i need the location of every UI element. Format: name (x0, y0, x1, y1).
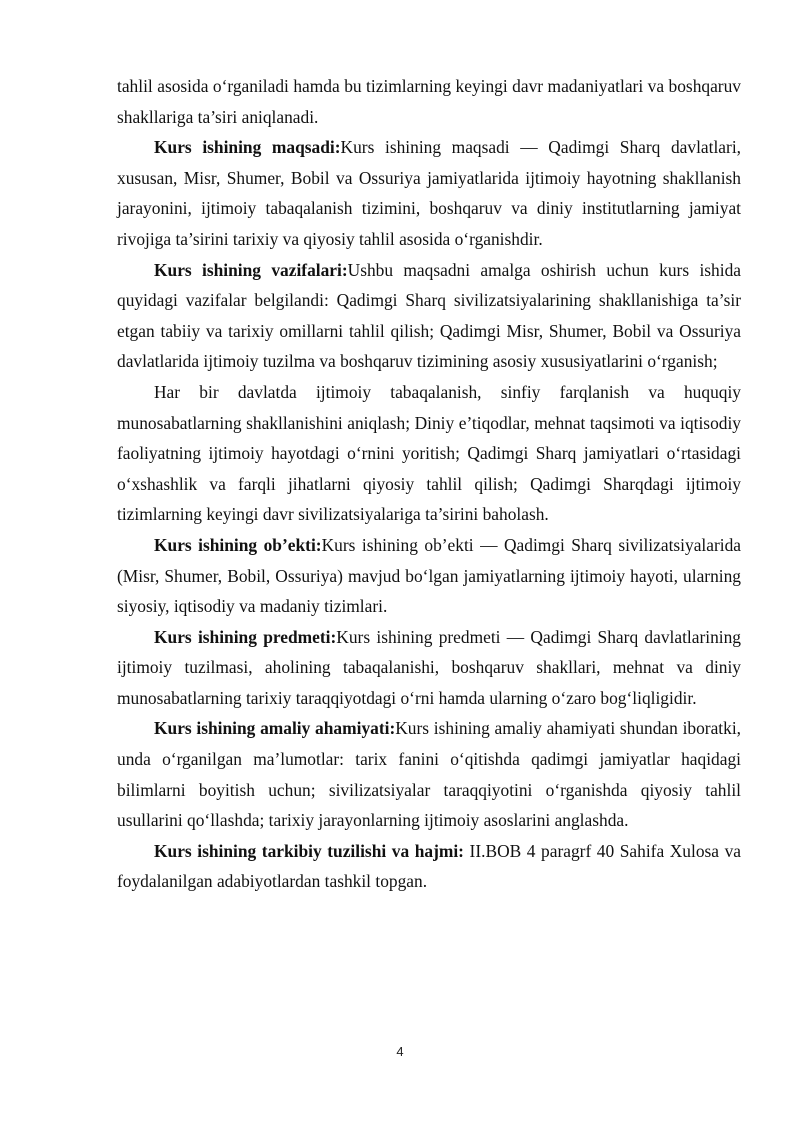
paragraph-structure (117, 836, 741, 897)
paragraph-subject (117, 622, 741, 714)
paragraph-tasks-continued (117, 377, 741, 530)
paragraph-heading: Kurs ishining tarkibiy tuzilishi va hajmi: (154, 840, 464, 861)
paragraph-text: II.BOB 4 paragrf 40 Sahifa Xulosa va foydalanilgan adabiyotlardan tashkil topgan. (117, 840, 741, 892)
paragraph-intro-continuation (117, 71, 741, 132)
paragraph-heading: Kurs ishining amaliy ahamiyati: (154, 718, 396, 739)
paragraph-object (117, 530, 741, 622)
document-page (117, 71, 741, 897)
paragraph-heading: Kurs ishining maqsadi: (154, 137, 341, 158)
paragraph-text: Kurs ishining amaliy ahamiyati shundan iboratki, unda o‘rganilgan ma’lumotlar: tarix fanini o‘qitishda qadimgi jamiyatlar haqidagi bilimlarni boyitish uchun; sivilizatsiyalar taraqqiyotini o‘rganishda qiyosiy tahlil usullarini qo‘llashda; tarixiy jarayonlarning ijtimoiy asoslarini anglashda. (117, 718, 742, 831)
page-number: 4 (396, 1044, 404, 1059)
paragraph-text: Har bir davlatda ijtimoiy tabaqalanish, sinfiy farqlanish va huquqiy munosabatlarning shakllanishini aniqlash; Diniy e’tiqodlar, mehnat taqsimoti va iqtisodiy faoliyatning ijtimoiy hayotdagi o‘rnini yoritish; Qadimgi Sharq jamiyatlari o‘rtasidagi o‘xshashlik va farqli jihatlarni qiyosiy tahlil qilish; Qadimgi Sharqdagi ijtimoiy tizimlarning keyingi davr sivilizatsiyalariga ta’sirini baholash. (117, 381, 741, 525)
paragraph-heading: Kurs ishining predmeti: (154, 626, 337, 647)
paragraph-goal (117, 132, 741, 254)
paragraph-text: Kurs ishining maqsadi — Qadimgi Sharq davlatlari, xususan, Misr, Shumer, Bobil va Ossuriya jamiyatlarida ijtimoiy hayotning shakllanish jarayonini, ijtimoiy tabaqalanish tizimini, boshqaruv va diniy institutlarning jamiyat rivojiga ta’sirini tarixiy va qiyosiy tahlil asosida o‘rganishdir. (117, 137, 742, 249)
paragraph-heading: Kurs ishining vazifalari: (154, 259, 348, 280)
paragraph-text: Ushbu maqsadni amalga oshirish uchun kurs ishida quyidagi vazifalar belgilandi: Qadimgi Sharq sivilizatsiyalarining shakllanishiga ta’sir etgan tabiiy va tarixiy omillarni tahlil qilish; Qadimgi Misr, Shumer, Bobil va Ossuriya davlatlarida ijtimoiy tuzilma va boshqaruv tizimining asosiy xususiyatlarini o‘rganish; (117, 259, 741, 372)
paragraph-text: tahlil asosida o‘rganiladi hamda bu tizimlarning keyingi davr madaniyatlari va boshqaruv shakllariga ta’siri aniqlanadi. (117, 76, 741, 127)
paragraph-practical-significance (117, 713, 741, 835)
paragraph-heading: Kurs ishining ob’ekti: (154, 534, 322, 555)
paragraph-tasks (117, 255, 741, 377)
paragraph-text: Kurs ishining predmeti — Qadimgi Sharq davlatlarining ijtimoiy tuzilmasi, aholining tabaqalanishi, boshqaruv shakllari, mehnat va diniy munosabatlarning tarixiy taraqqiyotdagi o‘rni hamda ularning o‘zaro bog‘liqligidir. (117, 626, 741, 708)
paragraph-text: Kurs ishining ob’ekti — Qadimgi Sharq sivilizatsiyalarida (Misr, Shumer, Bobil, Ossuriya) mavjud bo‘lgan jamiyatlarning ijtimoiy hayoti, ularning siyosiy, iqtisodiy va madaniy tizimlari. (117, 534, 742, 617)
